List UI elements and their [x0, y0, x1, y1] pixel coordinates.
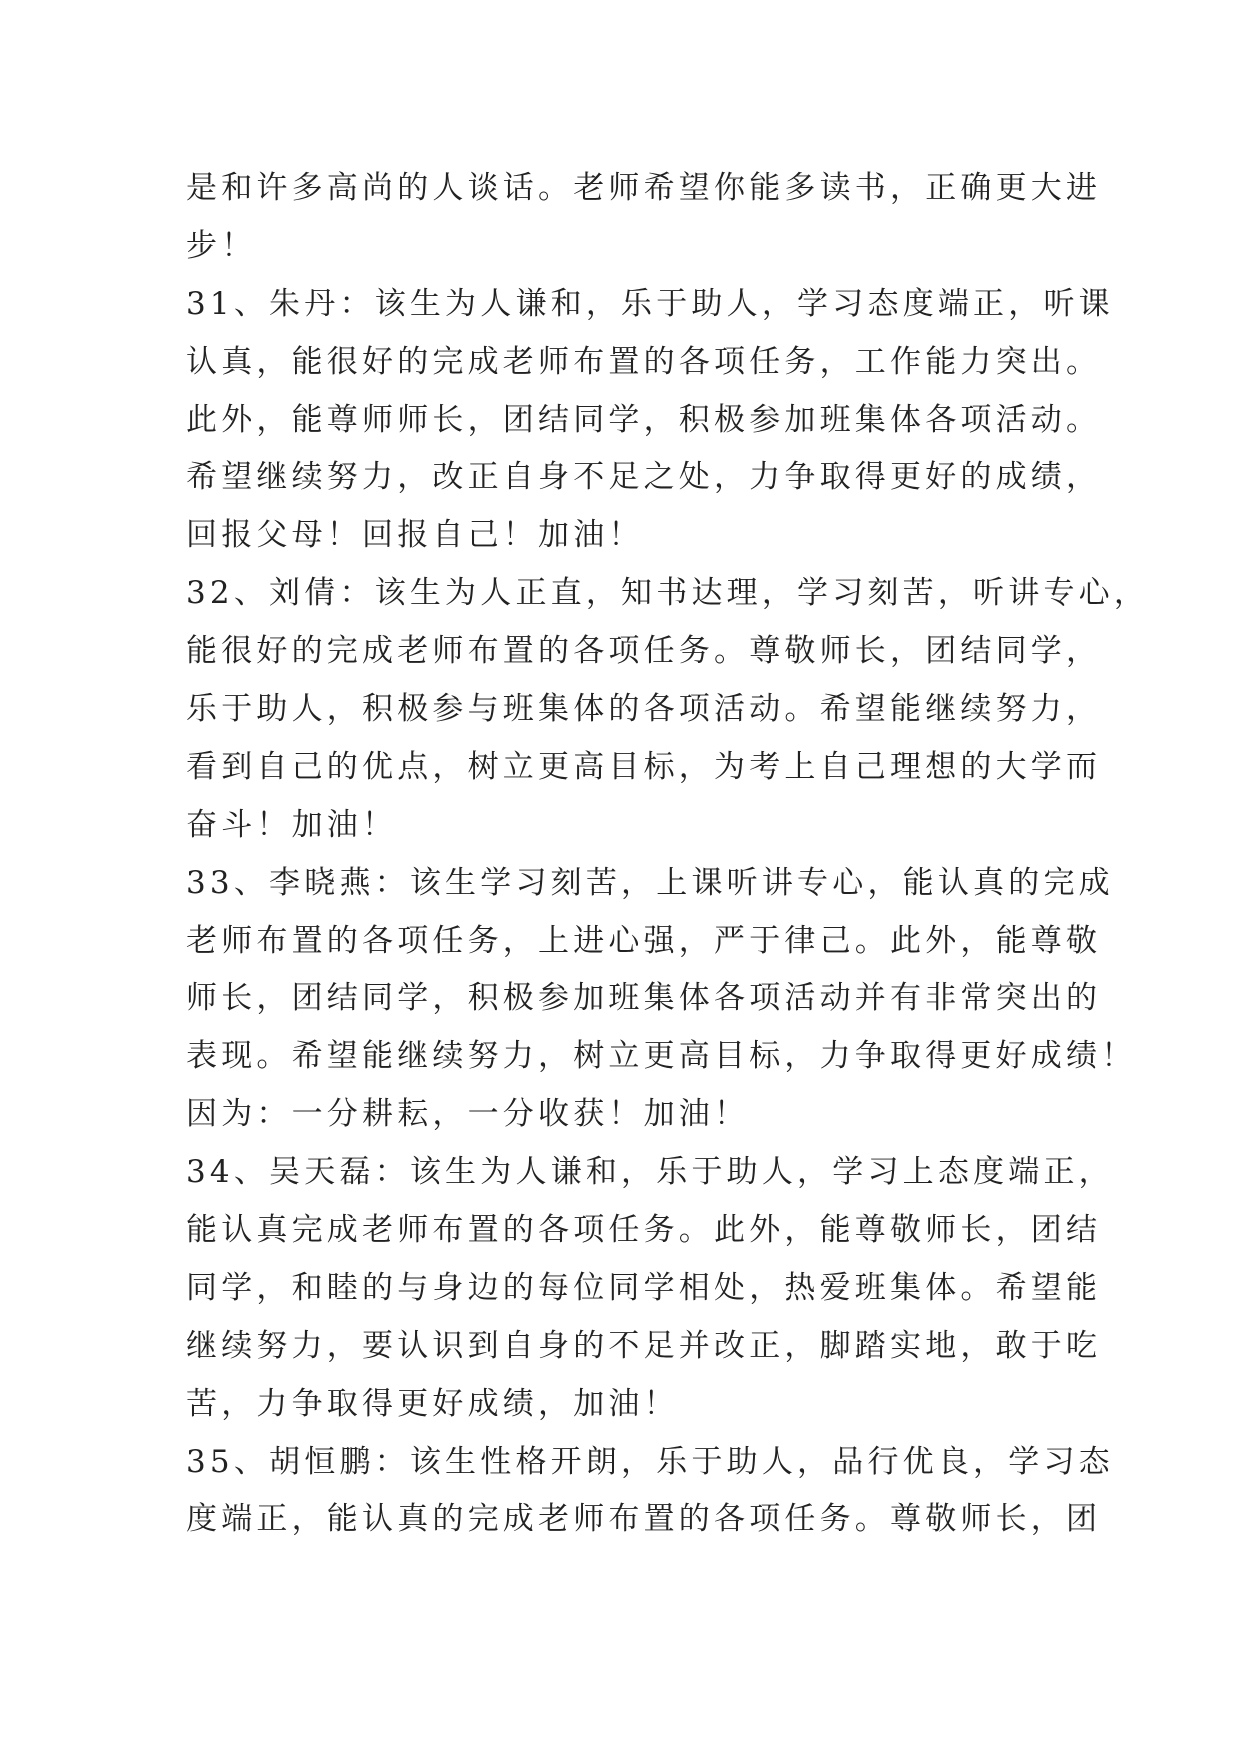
text-line: 师长，团结同学，积极参加班集体各项活动并有非常突出的 — [186, 980, 1102, 1017]
body-text — [186, 160, 1150, 1549]
text-line: 度端正，能认真的完成老师布置的各项任务。尊敬师长，团 — [186, 1501, 1102, 1538]
text-line: 苦，力争取得更好成绩，加油！ — [186, 1385, 679, 1422]
text-line: 看到自己的优点，树立更高目标，为考上自己理想的大学而 — [186, 748, 1102, 785]
text-line: 乐于助人，积极参与班集体的各项活动。希望能继续努力， — [186, 691, 1102, 728]
text-line: 步！ — [186, 227, 257, 264]
text-line: 表现。希望能继续努力，树立更高目标，力争取得更好成绩！ — [186, 1038, 1137, 1075]
text-line: 31、朱丹：该生为人谦和，乐于助人，学习态度端正，听课 — [186, 285, 1114, 322]
text-line: 35、胡恒鹏：该生性格开朗，乐于助人，品行优良，学习态 — [186, 1443, 1114, 1480]
text-line: 32、刘倩：该生为人正直，知书达理，学习刻苦，听讲专心， — [186, 575, 1150, 612]
text-line: 希望继续努力，改正自身不足之处，力争取得更好的成绩， — [186, 459, 1102, 496]
text-line: 同学，和睦的与身边的每位同学相处，热爱班集体。希望能 — [186, 1269, 1102, 1306]
text-line: 继续努力，要认识到自身的不足并改正，脚踏实地，敢于吃 — [186, 1327, 1102, 1364]
text-line: 33、李晓燕：该生学习刻苦，上课听讲专心，能认真的完成 — [186, 864, 1114, 901]
text-line: 奋斗！加油！ — [186, 806, 398, 843]
text-line: 能认真完成老师布置的各项任务。此外，能尊敬师长，团结 — [186, 1212, 1102, 1249]
text-line: 此外，能尊师师长，团结同学，积极参加班集体各项活动。 — [186, 401, 1102, 438]
text-line: 是和许多高尚的人谈话。老师希望你能多读书，正确更大进 — [186, 170, 1102, 206]
text-line: 因为：一分耕耘，一分收获！加油！ — [186, 1096, 750, 1133]
text-line: 34、吴天磊：该生为人谦和，乐于助人，学习上态度端正， — [186, 1154, 1114, 1191]
text-line: 认真，能很好的完成老师布置的各项任务，工作能力突出。 — [186, 343, 1102, 380]
text-line: 回报父母！回报自己！加油！ — [186, 517, 644, 554]
text-line: 老师布置的各项任务，上进心强，严于律己。此外，能尊敬 — [186, 922, 1102, 959]
text-line: 能很好的完成老师布置的各项任务。尊敬师长，团结同学， — [186, 633, 1102, 670]
